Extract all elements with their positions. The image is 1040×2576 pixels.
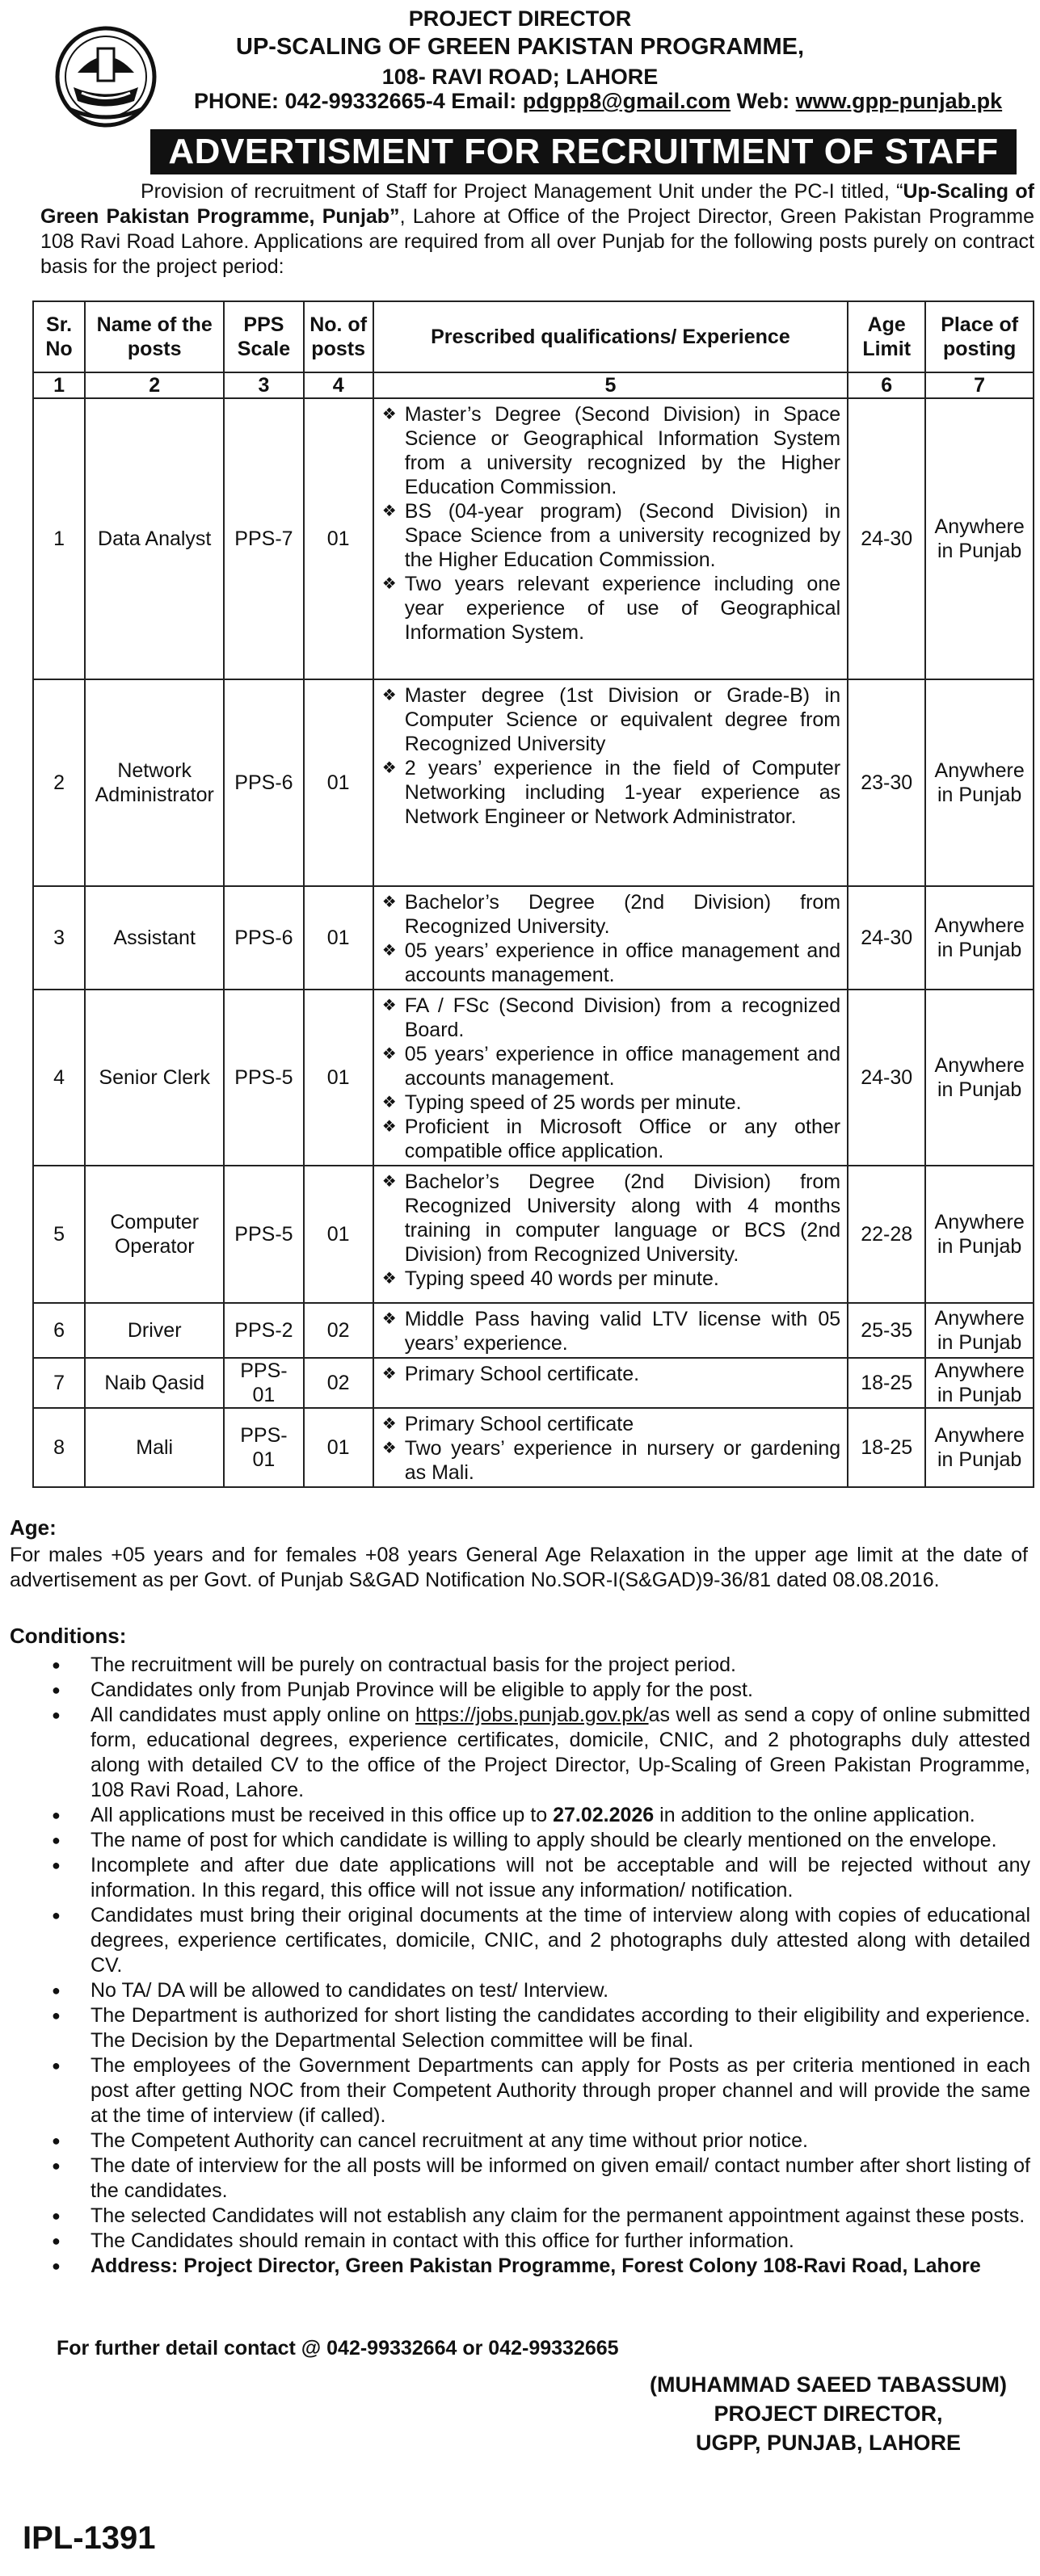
qualification-item: ❖ Bachelor’s Degree (2nd Division) from Recognized University along with 4 months training in computer language or BCS (2nd Division) from Recognized University. [381,1170,840,1267]
contact-line [194,89,1002,114]
qualification-item: ❖ FA / FSc (Second Division) from a recognized Board. [381,994,840,1042]
table-row [33,1408,1034,1487]
qualification-item: ❖ Two years relevant experience including one year experience of use of Geographical Information System. [381,572,840,645]
post-name-cell: Network Administrator [85,679,224,886]
post-count-cell: 01 [304,886,373,990]
signatory-org: UGPP, PUNJAB, LAHORE [695,2431,962,2455]
column-number: 5 [373,372,848,398]
qualifications-list [381,1412,840,1485]
condition-text: All candidates must apply online on [91,1704,415,1726]
sr-no-cell: 7 [33,1358,85,1408]
pps-scale-cell: PPS-01 [224,1408,303,1487]
condition-item: ● The Department is authorized for short listing the candidates according to their eligibility and experience. The Decision by the Departmental Selection committee will be final. [40,2003,1030,2053]
qualifications-list [381,890,840,987]
email-link[interactable]: pdgpp8@gmail.com [522,89,731,113]
qualification-item: ❖ Middle Pass having valid LTV license with 05 years’ experience. [381,1307,840,1355]
table-row [33,1358,1034,1408]
qualification-item: ❖ Typing speed of 25 words per minute. [381,1090,840,1115]
condition-item: ● The date of interview for the all posts will be informed on given email/ contact number after short listing of the candidates. [40,2154,1030,2204]
age-limit-cell: 24-30 [848,990,925,1166]
web-label: Web: [736,89,790,113]
age-limit-cell: 18-25 [848,1358,925,1408]
post-count-cell: 01 [304,679,373,886]
post-name-cell: Mali [85,1408,224,1487]
conditions-heading: Conditions: [10,1624,127,1648]
table-row [33,990,1034,1166]
condition-item [40,1703,1030,1803]
further-contact: For further detail contact @ 042-99332664 or 042-99332665 [57,2337,619,2360]
pps-scale-cell: PPS-7 [224,398,303,679]
column-number: 7 [925,372,1034,398]
jobs-portal-link[interactable]: https://jobs.punjab.gov.pk/ [415,1704,649,1726]
deadline-date: 27.02.2026 [553,1804,655,1826]
qualifications-list [381,1307,840,1355]
post-name-cell: Naib Qasid [85,1358,224,1408]
qualification-item: ❖ Two years’ experience in nursery or gardening as Mali. [381,1436,840,1485]
condition-item: ● Candidates only from Punjab Province will be eligible to apply for the post. [40,1678,1030,1703]
intro-bold-title: Up-Scaling of Green Pakistan Programme, Punjab” [40,180,1035,228]
condition-item: ● The recruitment will be purely on contractual basis for the project period. [40,1653,1030,1678]
sr-no-cell: 8 [33,1408,85,1487]
qualification-item: ❖ Master’s Degree (Second Division) in Space Science or Geographical Information System from a university recognized by the Higher Education Commission. [381,402,840,499]
table-header: Place of posting [925,301,1034,372]
post-count-cell: 02 [304,1358,373,1408]
place-of-posting-cell: Anywhere in Punjab [925,1358,1034,1408]
posts-table [32,300,1034,1488]
email-label: Email: [451,89,517,113]
condition-text: as well as send a copy of online submitted form, educational degrees, experience certificates, domicile, CNIC, and 2 photographs duly attested along with detailed CV to the office of the Project Director, Up-Scaling of Green Pakistan Programme, 108 Ravi Road, Lahore. [91,1704,1030,1801]
column-number-row [33,372,1034,398]
table-header: Sr. No [33,301,85,372]
condition-item [40,1803,1030,1828]
pps-scale-cell: PPS-6 [224,886,303,990]
pps-scale-cell: PPS-6 [224,679,303,886]
sr-no-cell: 5 [33,1166,85,1303]
ipl-number: IPL-1391 [23,2520,156,2556]
banner-title: ADVERTISMENT FOR RECRUITMENT OF STAFF [150,129,1017,174]
post-name-cell: Assistant [85,886,224,990]
place-of-posting-cell: Anywhere in Punjab [925,886,1034,990]
header-line-3: 108- RAVI ROAD; LAHORE [381,65,659,89]
table-header: No. of posts [304,301,373,372]
header-line-2: UP-SCALING OF GREEN PAKISTAN PROGRAMME, [236,34,804,60]
address-item: ● Address: Project Director, Green Pakistan Programme, Forest Colony 108-Ravi Road, Lahore [40,2254,1030,2279]
sr-no-cell: 4 [33,990,85,1166]
condition-item: ● The Competent Authority can cancel recruitment at any time without prior notice. [40,2128,1030,2154]
table-row [33,679,1034,886]
post-name-cell: Data Analyst [85,398,224,679]
post-name-cell: Driver [85,1303,224,1358]
qualifications-cell [373,1408,848,1487]
post-name-cell: Computer Operator [85,1166,224,1303]
condition-item: ● The Candidates should remain in contact with this office for further information. [40,2229,1030,2254]
qualification-item: ❖ Bachelor’s Degree (2nd Division) from Recognized University. [381,890,840,939]
place-of-posting-cell: Anywhere in Punjab [925,679,1034,886]
age-limit-cell: 22-28 [848,1166,925,1303]
place-of-posting-cell: Anywhere in Punjab [925,398,1034,679]
age-limit-cell: 25-35 [848,1303,925,1358]
table-row [33,886,1034,990]
qualification-item: ❖ 2 years’ experience in the field of Computer Networking including 1-year experience as Network Engineer or Network Administrator. [381,756,840,829]
condition-item: ● The name of post for which candidate is willing to apply should be clearly mentioned on the envelope. [40,1828,1030,1853]
qualifications-list [381,1362,840,1386]
post-count-cell: 01 [304,1166,373,1303]
qualifications-cell [373,1358,848,1408]
post-name-cell: Senior Clerk [85,990,224,1166]
column-number: 1 [33,372,85,398]
age-limit-cell: 23-30 [848,679,925,886]
qualification-item: ❖ Primary School certificate [381,1412,840,1436]
place-of-posting-cell: Anywhere in Punjab [925,1166,1034,1303]
age-heading: Age: [10,1515,57,1540]
column-number: 6 [848,372,925,398]
pps-scale-cell: PPS-5 [224,990,303,1166]
table-row [33,398,1034,679]
header-line-1: PROJECT DIRECTOR [408,6,632,31]
qualification-item: ❖ 05 years’ experience in office management and accounts management. [381,939,840,987]
qualification-item: ❖ BS (04-year program) (Second Division) in Space Science from a university recognized by the Higher Education Commission. [381,499,840,572]
pps-scale-cell: PPS-2 [224,1303,303,1358]
qualifications-list [381,994,840,1163]
posts-table-body [33,398,1034,1487]
column-number: 2 [85,372,224,398]
qualification-item: ❖ Typing speed 40 words per minute. [381,1267,840,1291]
qualification-item: ❖ Primary School certificate. [381,1362,840,1386]
signatory-title: PROJECT DIRECTOR, [714,2402,943,2426]
sr-no-cell: 1 [33,398,85,679]
conditions-list [40,1653,1030,2279]
age-limit-cell: 18-25 [848,1408,925,1487]
post-count-cell: 01 [304,1408,373,1487]
qualifications-list [381,402,840,645]
condition-text: All applications must be received in this office up to [91,1804,554,1826]
signatory-name: (MUHAMMAD SAEED TABASSUM) [650,2372,1007,2397]
place-of-posting-cell: Anywhere in Punjab [925,990,1034,1166]
sr-no-cell: 3 [33,886,85,990]
post-count-cell: 02 [304,1303,373,1358]
qualifications-cell [373,990,848,1166]
pps-scale-cell: PPS-01 [224,1358,303,1408]
condition-item: ● Incomplete and after due date applications will not be acceptable and will be rejected without any information. In this regard, this office will not issue any information/ notification. [40,1853,1030,1903]
sr-no-cell: 2 [33,679,85,886]
table-header: Prescribed qualifications/ Experience [373,301,848,372]
condition-text: in addition to the online application. [654,1804,975,1826]
qualifications-cell [373,398,848,679]
condition-item: ● Candidates must bring their original documents at the time of interview along with copies of educational degrees, experience certificates, domicile, CNIC, and 2 photographs duly attested along with detailed CV. [40,1903,1030,1978]
place-of-posting-cell: Anywhere in Punjab [925,1408,1034,1487]
pps-scale-cell: PPS-5 [224,1166,303,1303]
age-limit-cell: 24-30 [848,886,925,990]
intro-paragraph [40,179,1034,279]
table-row [33,1303,1034,1358]
post-count-cell: 01 [304,398,373,679]
intro-part-1: Provision of recruitment of Staff for Project Management Unit under the PC-I titled, “ [141,180,903,203]
qualifications-cell [373,1166,848,1303]
condition-item: ● The employees of the Government Departments can apply for Posts as per criteria mentioned in each post after getting NOC from their Competent Authority through proper channel and will provide the same at the time of interview (if called). [40,2053,1030,2128]
signature-block [638,2370,1018,2457]
table-row [33,1166,1034,1303]
table-header: Name of the posts [85,301,224,372]
qualifications-cell [373,886,848,990]
post-count-cell: 01 [304,990,373,1166]
qualification-item: ❖ Proficient in Microsoft Office or any other compatible office application. [381,1115,840,1163]
qualifications-list [381,1170,840,1291]
qualifications-list [381,683,840,829]
web-link[interactable]: www.gpp-punjab.pk [795,89,1003,113]
place-of-posting-cell: Anywhere in Punjab [925,1303,1034,1358]
intro-part-2: , Lahore at Office of the Project Director, Green Pakistan Programme 108 Ravi Road Lahore. Applications are required from all over Punjab for the following posts purely on contract basis for the project period: [40,205,1034,278]
condition-item: ● The selected Candidates will not establish any claim for the permanent appointment against these posts. [40,2204,1030,2229]
table-header: Age Limit [848,301,925,372]
column-number: 4 [304,372,373,398]
qualification-item: ❖ Master degree (1st Division or Grade-B) in Computer Science or equivalent degree from Recognized University [381,683,840,756]
age-limit-cell: 24-30 [848,398,925,679]
phone-value: 042-99332665-4 [284,89,445,113]
age-text: For males +05 years and for females +08 years General Age Relaxation in the upper age limit at the date of advertisement as per Govt. of Punjab S&GAD Notification No.SOR-I(S&GAD)9-36/81 dated 08.08.2016. [10,1544,1028,1591]
column-number: 3 [224,372,303,398]
phone-label: PHONE: [194,89,280,113]
table-header: PPS Scale [224,301,303,372]
qualifications-cell [373,1303,848,1358]
qualification-item: ❖ 05 years’ experience in office management and accounts management. [381,1042,840,1090]
qualifications-cell [373,679,848,886]
condition-item: ● No TA/ DA will be allowed to candidates on test/ Interview. [40,1978,1030,2003]
sr-no-cell: 6 [33,1303,85,1358]
